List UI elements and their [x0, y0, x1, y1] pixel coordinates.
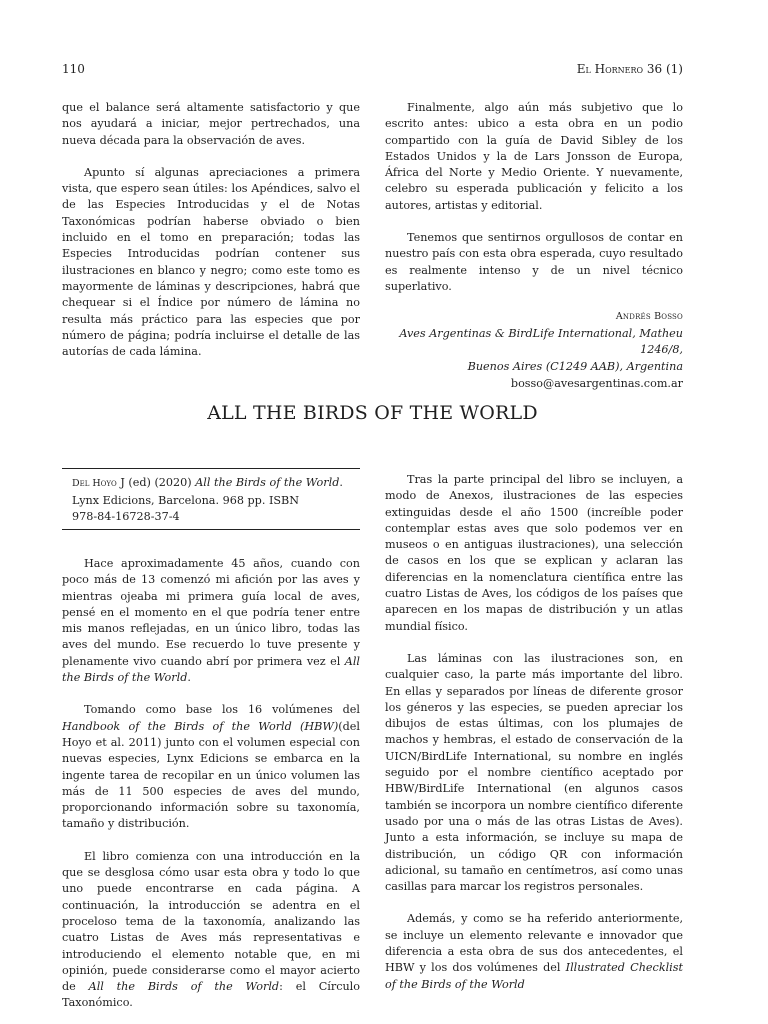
- right-column-bottom: [385, 472, 683, 993]
- paragraph: Tras la parte principal del libro se incluyen, a modo de Anexos, ilustraciones de las especies extinguidas desde el año 1500 (increíble poder contemplar estas aves que solo podemos ver en museos o en antiguas ilustraciones), una selección de casos en los que se explican y aclaran las diferencias en la nomenclatura científica entre las cuatro Listas de Aves, los códigos de los países que aparecen en los mapas de distribución y un atlas mundial físico.: [385, 473, 683, 633]
- paragraph: Hace aproximadamente 45 años, cuando con poco más de 13 comenzó mi afición por las aves y mientras ojeaba mi primera guía local de aves, pensé en el momento en el que podría tener entre mis manos reflejadas, en un único libro, todas las aves del mundo. Ese recuerdo lo tuve presente y plenamente vivo cuando abrí por primera vez el All the Birds of the World.: [62, 557, 360, 685]
- journal-name: El Hornero 36 (1): [576, 62, 683, 76]
- reference-line-3: 978-84-16728-37-4: [72, 510, 180, 523]
- left-column-top: [62, 100, 360, 360]
- paragraph: El libro comienza con una introducción en la que se desglosa cómo usar esta obra y todo lo que uno puede encontrarse en cada página. A continuación, la introducción se adentra en el proceloso tema de la taxonomía, analizando las cuatro Listas de Aves más representativas e introduciendo el elemento notable que, en mi opinión, puede considerarse como el mayor acierto de All the Birds of the World: el Círculo Taxonómico.: [62, 849, 360, 1010]
- paragraph: Finalmente, algo aún más subjetivo que lo escrito antes: ubico a esta obra en un podio compartido con la guía de David Sibley de los Estados Unidos y la de Lars Jonsson de Europa, África del Norte y Medio Oriente. Y nuevamente, celebro su esperada publicación y felicito a los autores, artistas y editorial.: [385, 101, 683, 212]
- signature-name: Andrés Bosso: [615, 311, 683, 323]
- right-column-top: [385, 100, 683, 392]
- left-column-bottom: [62, 556, 360, 1012]
- paragraph: Apunto sí algunas apreciaciones a primera vista, que espero sean útiles: los Apéndices, salvo el de las Especies Introducidas y el de Notas Taxonómicas podrían haberse obviado o bien incluido en el tomo en preparación; todas las Especies Introducidas podrían contener sus ilustraciones en blanco y negro; como este tomo es mayormente de láminas y descripciones, habrá que chequear si el Índice por número de lámina no resulta más práctico para las especies que por número de página; podría incluirse el detalle de las autorías de cada lámina.: [62, 165, 360, 359]
- paragraph: Tenemos que sentirnos orgullosos de contar en nuestro país con esta obra esperada, cuyo resultado es realmente intenso y de un nivel técnico superlativo.: [385, 231, 683, 293]
- reference-line-1: Del Hoyo J (ed) (2020) All the Birds of the World.: [72, 476, 343, 489]
- paragraph: Además, y como se ha referido anteriormente, se incluye un elemento relevante e innovador que diferencia a esta obra de sus dos antecedentes, el HBW y los dos volúmenes del Illustrated Checklist of the Birds of the World: [385, 912, 683, 991]
- paragraph: que el balance será altamente satisfactorio y que nos ayudará a iniciar, mejor pertrechados, una nueva década para la observación de aves.: [62, 101, 360, 147]
- signature-affiliation: Aves Argentinas & BirdLife International, Matheu 1246/8,: [399, 326, 683, 357]
- book-reference: [62, 468, 360, 530]
- paragraph: Tomando como base los 16 volúmenes del Handbook of the Birds of the World (HBW)(del Hoyo et al. 2011) junto con el volumen especial con nuevas especies, Lynx Edicions se embarca en la ingente tarea de recopilar en un único volumen las más de 11 500 especies de aves del mundo, proporcionando información sobre su taxonomía, tamaño y distribución.: [62, 703, 360, 831]
- page-number: 110: [62, 62, 85, 76]
- paragraph: Las láminas con las ilustraciones son, en cualquier caso, la parte más importante del libro. En ellas y separados por líneas de diferente grosor los géneros y las especies, se pueden apreciar los dibujos de estas últimas, con los plumajes de machos y hembras, el estado de conservación de la UICN/BirdLife International, su nombre en inglés seguido por el nombre científico aceptado por HBW/BirdLife International (en algunos casos también se incorpora un nombre científico diferente usado por una o más de las otras Listas de Aves). Junto a esta información, se incluye su mapa de distribución, un código QR con información adicional, su tamaño en centímetros, así como unas casillas para marcar los registros personales.: [385, 651, 683, 894]
- review-title: ALL THE BIRDS OF THE WORLD: [207, 402, 538, 424]
- signature-address: Buenos Aires (C1249 AAB), Argentina: [467, 360, 683, 374]
- signature-block: [385, 309, 683, 392]
- signature-email: bosso@avesargentinas.com.ar: [510, 376, 683, 390]
- reference-book-title: All the Birds of the World: [195, 476, 340, 489]
- running-header: [62, 61, 683, 79]
- reference-author: Del Hoyo: [72, 478, 117, 489]
- reference-line-2: Lynx Edicions, Barcelona. 968 pp. ISBN: [72, 493, 300, 507]
